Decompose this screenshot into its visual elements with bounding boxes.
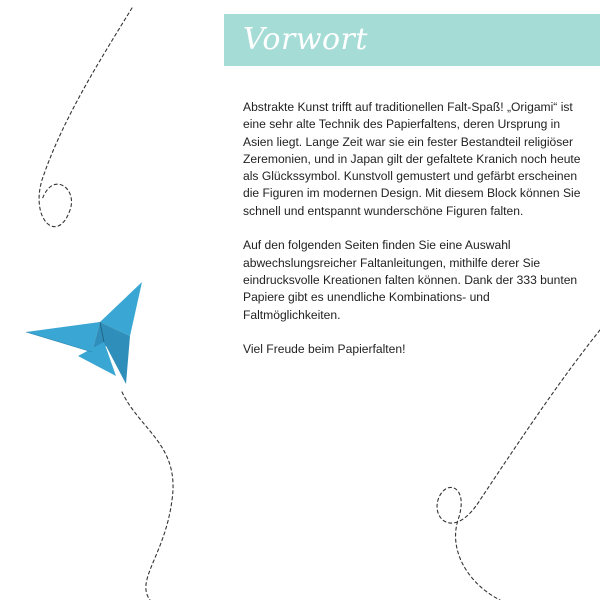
body-text [243,99,583,358]
flight-path-top-left [39,8,132,227]
paragraph-instructions: Auf den folgenden Seiten finden Sie eine Auswahl abwechslungsreicher Faltanleitungen, mithilfe derer Sie eindrucksvolle Kreationen falten können. Dank der 333 bunten Papiere gibt es unendliche Kombinations- und Faltmöglichkeiten. [243,238,578,322]
paragraph-closing: Viel Freude beim Papierfalten! [243,342,406,357]
flight-path-bottom-right [437,330,600,600]
page-title: Vorwort [243,22,368,57]
flight-path-bottom-left [122,392,173,600]
paragraph-intro: Abstrakte Kunst trifft auf traditionellen Falt-Spaß! „Origami“ ist eine sehr alte Technik des Papierfaltens, deren Ursprung in Asien liegt. Lange Zeit war sie ein fester Bestandteil religiöser Zeremonien, und in Japan gilt der gefaltete Kranich noch heute als Glückssymbol. Kunstvoll gemustert und gefärbt erscheinen die Figuren im modernen Design. Mit diesem Block können Sie schnell und entspannt wunderschöne Figuren falten. [243,100,581,218]
origami-butterfly-icon [26,282,142,384]
